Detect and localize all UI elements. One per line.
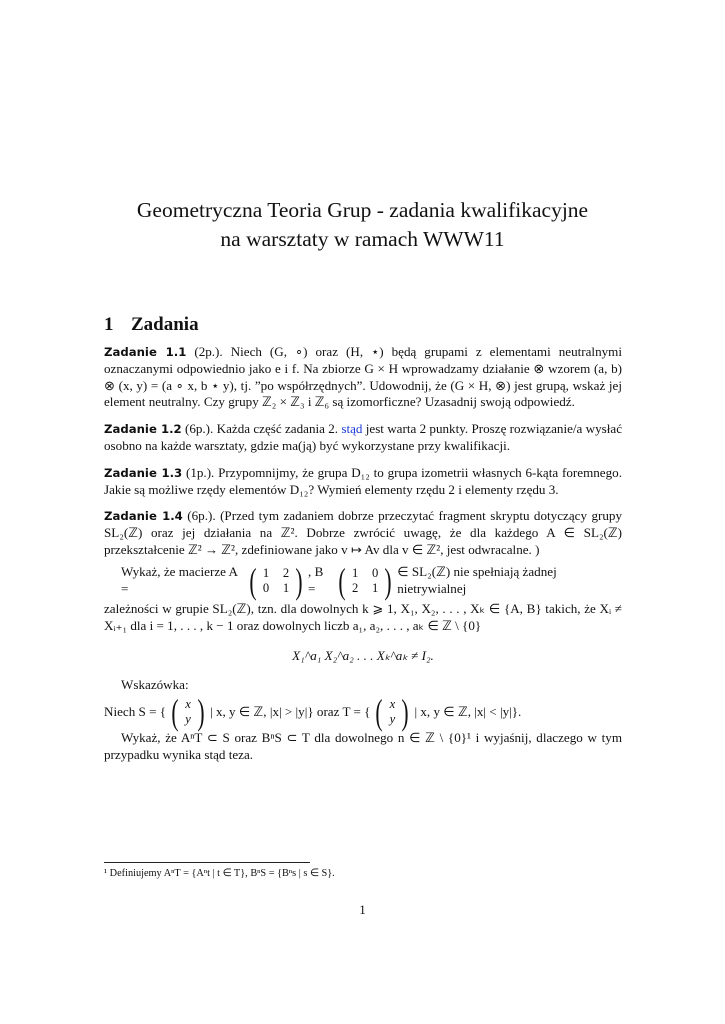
footnote: ¹ Definiujemy AⁿT = {Aⁿt | t ∈ T}, BⁿS = {Bⁿs | s ∈ S}. xyxy=(104,868,335,879)
matrix-b-cell: 1 xyxy=(372,580,379,595)
claim-start: Wykaż, że macierze A = xyxy=(121,563,238,596)
hint-t-cond: | x, y ∈ ℤ, |x| < |y|}. xyxy=(414,703,522,719)
claim-mid: , B = xyxy=(308,563,324,596)
vector-entry: y xyxy=(185,711,191,726)
task-1-label: Zadanie 1.1 xyxy=(104,345,187,359)
task-4-intro-text: (Przed tym zadaniem dobrze przeczytać fragment skryptu dotyczący grupy SL₂(ℤ) oraz jej działania na ℤ². Dobrze zwrócić uwagę, że dla każdego A ∈ SL₂(ℤ) przekształcenie ℤ² → ℤ², zdefiniowane jako v ↦ Av dla v ∈ ℤ², jest odwracalne. ) xyxy=(104,508,622,557)
task-2-text-before: Każda część zadania 2. xyxy=(216,421,339,437)
task-4-claim-cont: zależności w grupie SL₂(ℤ), tzn. dla dowolnych k ⩾ 1, X₁, X₂, . . . , Xₖ ∈ {A, B} takich, że Xᵢ ≠ Xᵢ₊₁ dla i = 1, . . . , k − 1 oraz dowolnych liczb a₁, a₂, . . . , aₖ ∈ ℤ \ {0} xyxy=(104,600,622,633)
vector-entry: x xyxy=(389,696,396,711)
task-2 xyxy=(104,421,622,455)
page-number: 1 xyxy=(359,902,366,917)
matrix-b: ( 1 0 2 1 ) xyxy=(338,560,392,601)
vector-t: ( x y ) xyxy=(375,691,410,732)
task-4-intro xyxy=(104,508,622,558)
matrix-a-cell: 2 xyxy=(282,565,290,580)
task-4-label: Zadanie 1.4 xyxy=(104,509,183,524)
task-3-points: (1p.). xyxy=(185,464,215,480)
tasks-body xyxy=(104,344,622,774)
claim-end: ∈ SL₂(ℤ) nie spełniają żadnej nietrywialnej xyxy=(397,563,557,596)
matrix-b-cell: 0 xyxy=(372,565,379,580)
vector-entry: x xyxy=(185,696,191,711)
vector-s: ( x y ) xyxy=(171,691,205,732)
matrix-a-cell: 0 xyxy=(262,580,270,595)
vector-entry: y xyxy=(389,711,396,726)
task-1-text: Niech (G, ∘) oraz (H, ⋆) będą grupami z elementami neutralnymi oznaczanymi odpowiednio jako e i f. Na zbiorze G × H wprowadzamy działanie ⊗ wzorem (a, b) ⊗ (x, y) = (a ∘ x, b ⋆ y), tj. ”po współrzędnych”. Udowodnij, że (G × H, ⊗) jest grupą, wskaż jej element neutralny. Czy grupy ℤ₂ × ℤ₃ i ℤ₆ są izomorficzne? Uzasadnij swoją odpowiedź. xyxy=(104,344,622,410)
task-3-text: Przypomnijmy, że grupa D₁₂ to grupa izometrii własnych 6-kąta foremnego. Jakie są możliwe rzędy elementów D₁₂? Wymień elementy rzędu 2 i elementy rzędu 3. xyxy=(104,464,622,497)
matrix-a-cell: 1 xyxy=(282,580,290,595)
display-formula: X₁^a₁ X₂^a₂ . . . Xₖ^aₖ ≠ I₂. xyxy=(292,648,434,664)
section-title: Zadania xyxy=(131,314,199,335)
task-1-points: (2p.). xyxy=(194,344,223,359)
matrix-a-cell: 1 xyxy=(262,565,270,580)
task-1 xyxy=(104,344,622,411)
hint-sets-line xyxy=(104,691,622,732)
hint-s-start: Niech S = { xyxy=(104,703,167,719)
footnote-rule xyxy=(104,862,310,863)
section-number: 1 xyxy=(104,314,114,335)
task-4-final: Wykaż, że AⁿT ⊂ S oraz BⁿS ⊂ T dla dowolnego n ∈ ℤ \ {0}¹ i wyjaśnij, dlaczego w tym przypadku wynika stąd teza. xyxy=(104,729,622,762)
task-2-text-after: jest warta 2 punkty. Proszę rozwiązanie/a wysłać osobno na każde warsztaty, gdzie ma(ją) być wykorzystane przy kwalifikacji. xyxy=(104,421,623,453)
matrix-b-cell: 2 xyxy=(352,580,359,595)
matrix-a: ( 1 2 0 1 ) xyxy=(249,560,303,601)
task-3-label: Zadanie 1.3 xyxy=(104,465,183,480)
hint-s-cond: | x, y ∈ ℤ, |x| > |y|} oraz T = { xyxy=(210,703,371,719)
task-4-points: (6p.). xyxy=(187,508,216,524)
task-2-label: Zadanie 1.2 xyxy=(104,422,182,437)
task-2-points: (6p.). xyxy=(184,421,214,437)
task-4-claim-line xyxy=(104,560,622,601)
matrix-b-cell: 1 xyxy=(352,565,359,580)
task-3 xyxy=(104,465,622,499)
title-line-2: na warsztaty w ramach WWW11 xyxy=(220,227,505,251)
document-title xyxy=(60,196,665,254)
hint-label: Wskazówka: xyxy=(121,677,189,693)
task-2-link[interactable]: stąd xyxy=(341,421,363,437)
title-line-1: Geometryczna Teoria Grup - zadania kwalifikacyjne xyxy=(136,198,589,222)
section-heading xyxy=(104,314,199,336)
